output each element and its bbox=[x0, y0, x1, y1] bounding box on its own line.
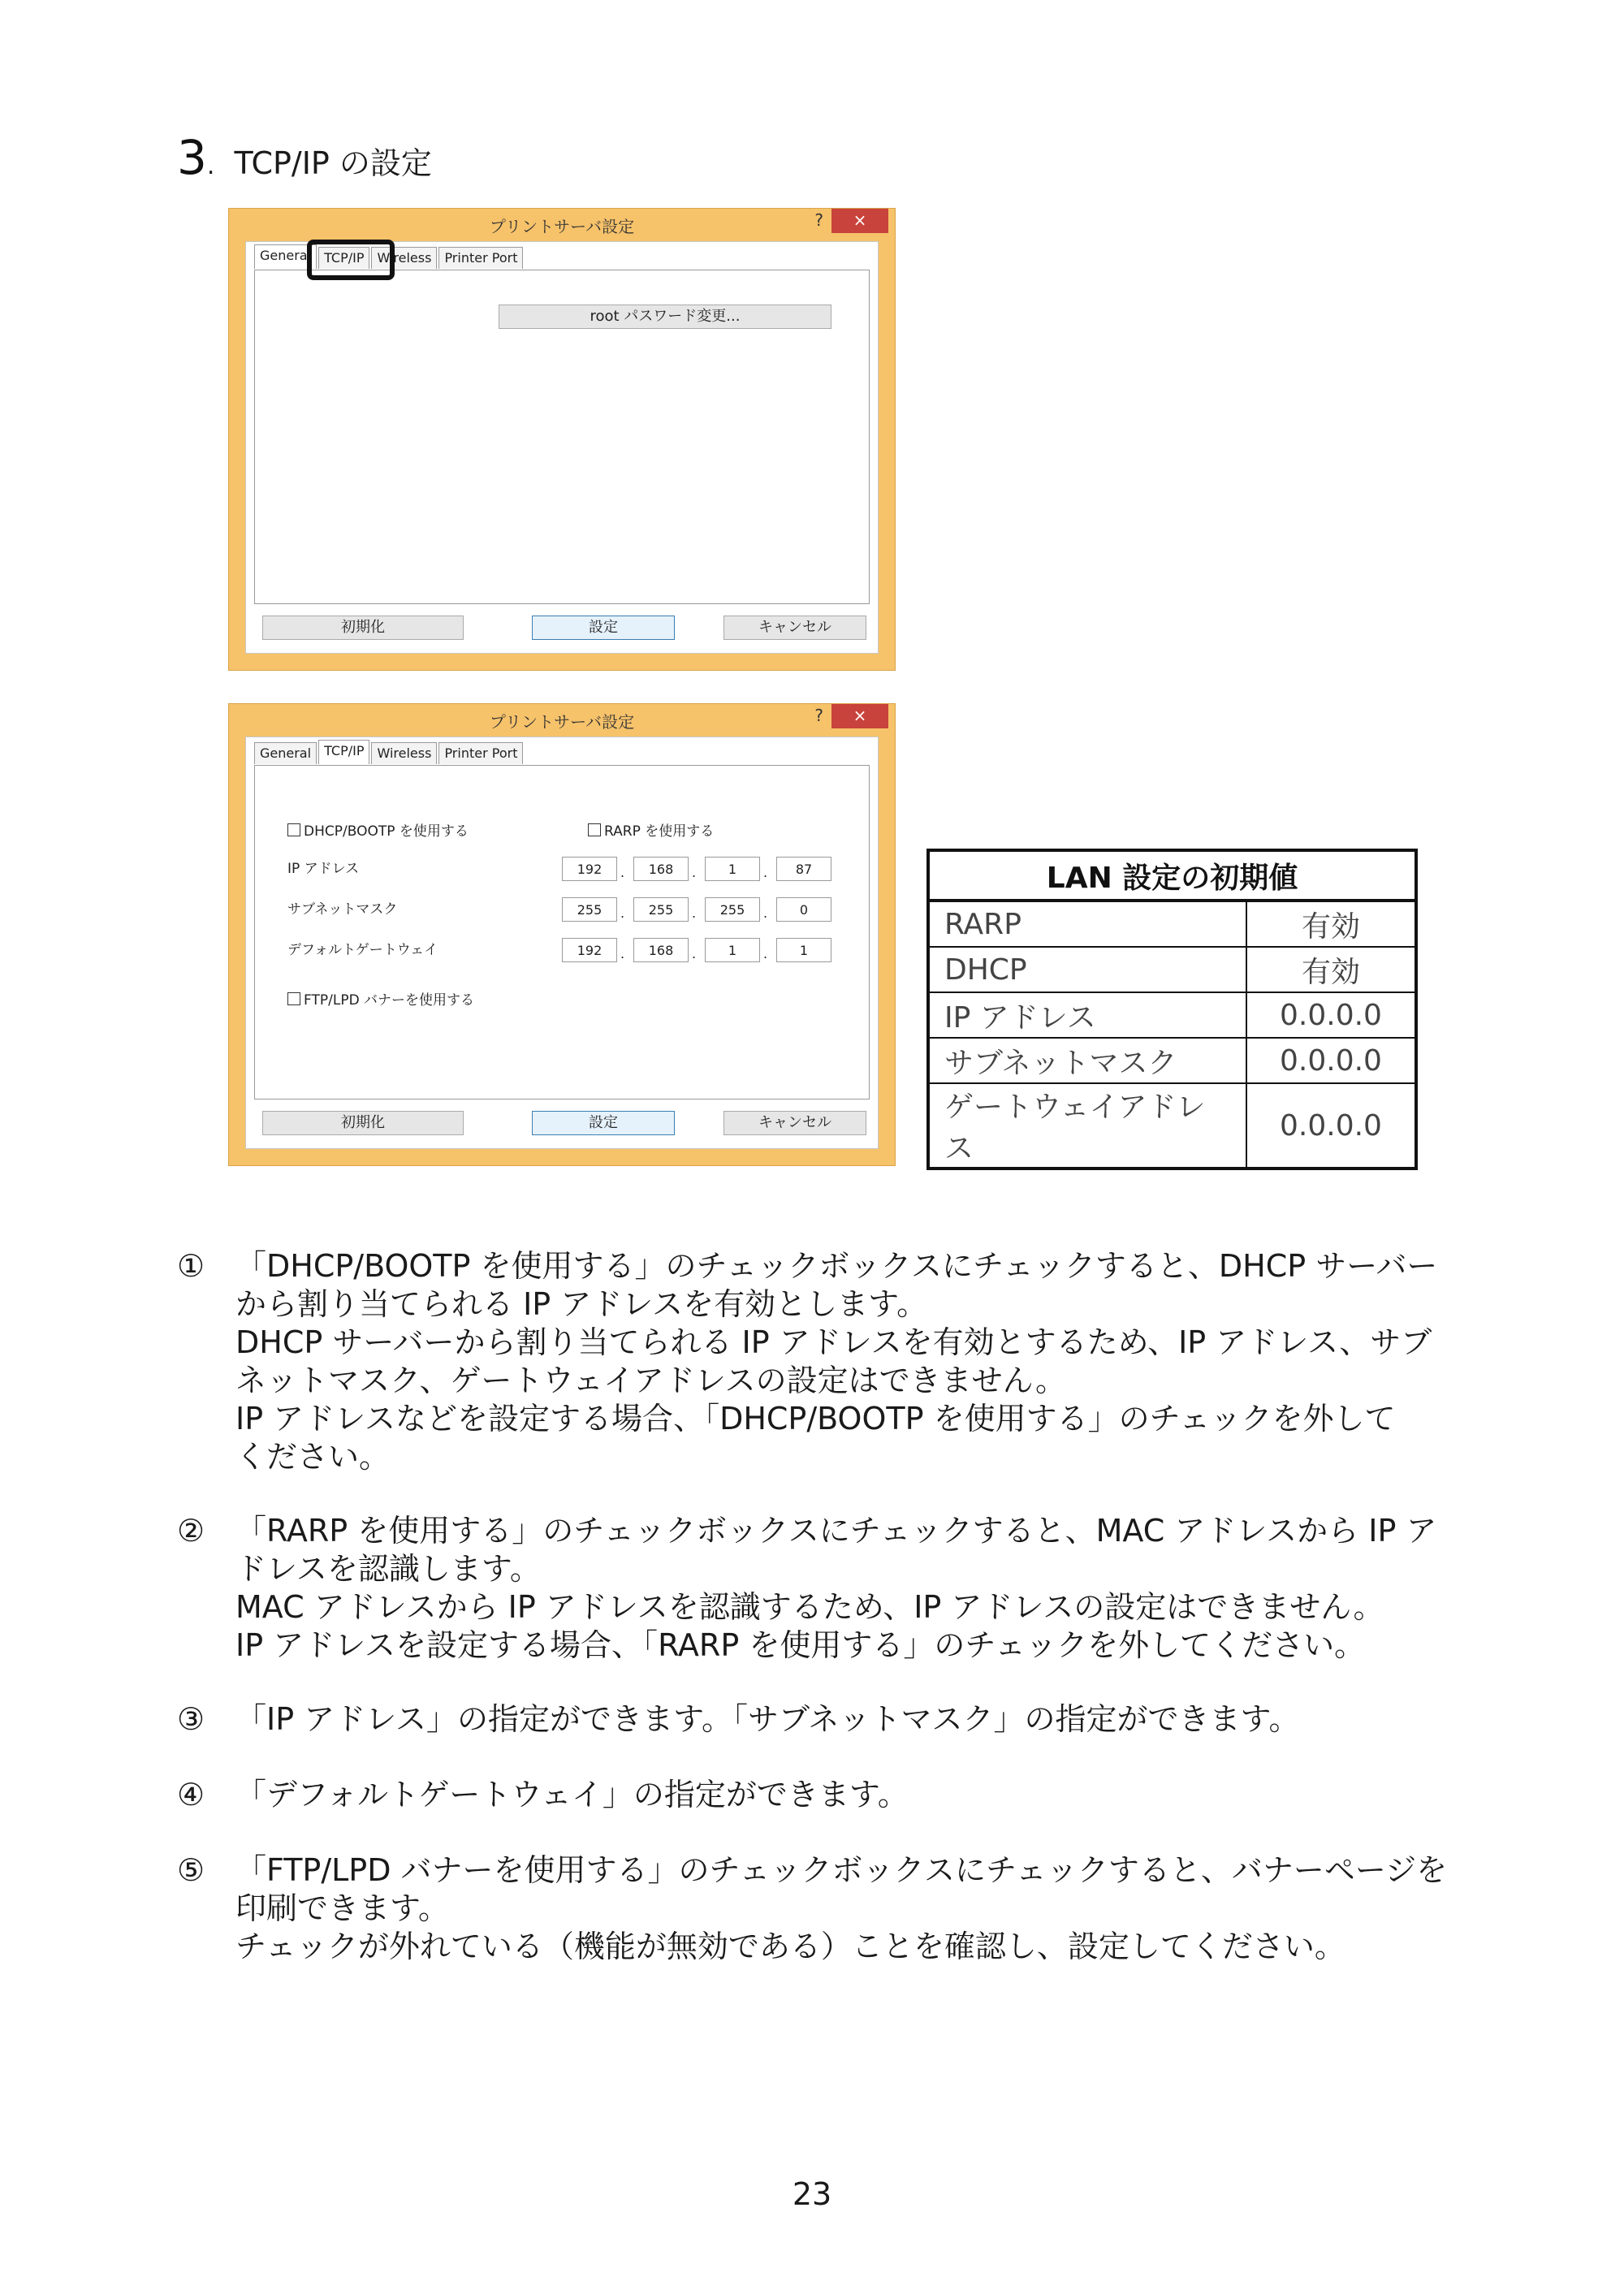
note-line: 「RARP を使用する」のチェックボックスにチェックすると、MAC アドレスから IP ア bbox=[235, 1513, 1437, 1549]
ip-dot: . bbox=[692, 946, 697, 961]
tab-wireless[interactable]: Wireless bbox=[371, 742, 437, 764]
note-marker: ② bbox=[177, 1513, 205, 1549]
table-row bbox=[928, 1038, 1416, 1083]
setting-name: IP アドレス bbox=[928, 992, 1246, 1038]
table-row bbox=[928, 901, 1416, 947]
ip-octet-1[interactable]: 192 bbox=[562, 857, 617, 881]
dialog-title: プリントサーバ設定 bbox=[489, 217, 635, 236]
ip-dot: . bbox=[763, 905, 768, 921]
note-marker: ③ bbox=[177, 1701, 205, 1737]
dhcp-checkbox[interactable] bbox=[287, 823, 300, 836]
note-line: 印刷できます。 bbox=[235, 1890, 449, 1926]
rarp-checkbox-row[interactable] bbox=[588, 819, 714, 840]
page-number: 23 bbox=[792, 2176, 832, 2212]
gateway-label: デフォルトゲートウェイ bbox=[287, 942, 438, 958]
tab-strip bbox=[254, 742, 525, 767]
cancel-button[interactable]: キャンセル bbox=[723, 616, 866, 640]
ip-dot: . bbox=[620, 865, 625, 880]
note-text bbox=[235, 1776, 1502, 1814]
tab-tcpip[interactable]: TCP/IP bbox=[318, 247, 369, 269]
note-line: IP アドレスなどを設定する場合、「DHCP/BOOTP を使用する」のチェックを外して bbox=[235, 1401, 1396, 1436]
tab-wireless[interactable]: Wireless bbox=[371, 247, 437, 269]
dialog-title: プリントサーバ設定 bbox=[489, 712, 635, 732]
ip-address-label: IP アドレス bbox=[287, 861, 360, 877]
subnet-octet-1[interactable]: 255 bbox=[562, 897, 617, 922]
tab-panel bbox=[254, 270, 870, 604]
apply-button[interactable]: 設定 bbox=[532, 1111, 675, 1135]
subnet-octet-3[interactable]: 255 bbox=[705, 897, 760, 922]
help-icon[interactable]: ? bbox=[814, 210, 823, 230]
close-button[interactable]: × bbox=[831, 209, 888, 233]
banner-checkbox-row[interactable] bbox=[287, 988, 474, 1009]
setting-value: 0.0.0.0 bbox=[1246, 1083, 1416, 1169]
note-line: MAC アドレスから IP アドレスを認識するため、IP アドレスの設定はできません。 bbox=[235, 1589, 1384, 1625]
table-row bbox=[928, 1083, 1416, 1169]
tab-panel bbox=[254, 765, 870, 1099]
dialog-body bbox=[245, 737, 879, 1149]
gateway-octet-2[interactable]: 168 bbox=[633, 938, 689, 962]
note-marker: ⑤ bbox=[177, 1852, 205, 1888]
ip-dot: . bbox=[692, 865, 697, 880]
note-text bbox=[235, 1247, 1502, 1476]
init-button[interactable]: 初期化 bbox=[262, 1111, 464, 1135]
ip-octet-4[interactable]: 87 bbox=[776, 857, 831, 881]
ip-dot: . bbox=[620, 946, 625, 961]
note-line: 「デフォルトゲートウェイ」の指定ができます。 bbox=[235, 1777, 909, 1812]
setting-value: 有効 bbox=[1246, 901, 1416, 947]
apply-button[interactable]: 設定 bbox=[532, 616, 675, 640]
note-text bbox=[235, 1512, 1502, 1665]
dialog-general-screenshot bbox=[228, 208, 896, 671]
setting-value: 0.0.0.0 bbox=[1246, 1038, 1416, 1083]
tab-printer-port[interactable]: Printer Port bbox=[438, 247, 523, 269]
banner-checkbox-label: FTP/LPD バナーを使用する bbox=[304, 992, 475, 1009]
subnet-mask-label: サブネットマスク bbox=[287, 901, 398, 918]
tab-general[interactable]: General bbox=[254, 742, 317, 764]
note-line: チェックが外れている（機能が無効である）ことを確認し、設定してください。 bbox=[235, 1929, 1345, 1964]
lan-defaults-table bbox=[926, 849, 1418, 1170]
setting-name: サブネットマスク bbox=[928, 1038, 1246, 1083]
tab-general[interactable]: General bbox=[254, 244, 317, 269]
help-icon[interactable]: ? bbox=[814, 706, 823, 725]
note-line: 「DHCP/BOOTP を使用する」のチェックボックスにチェックすると、DHCP サーバー bbox=[235, 1248, 1438, 1284]
cancel-button[interactable]: キャンセル bbox=[723, 1111, 866, 1135]
gateway-octet-3[interactable]: 1 bbox=[705, 938, 760, 962]
tcpip-tab-highlight bbox=[307, 240, 395, 280]
section-title: TCP/IP の設定 bbox=[234, 145, 432, 181]
section-heading bbox=[177, 130, 432, 187]
ip-octet-2[interactable]: 168 bbox=[633, 857, 689, 881]
gateway-octet-4[interactable]: 1 bbox=[776, 938, 831, 962]
note-marker: ① bbox=[177, 1248, 205, 1284]
setting-value: 有効 bbox=[1246, 947, 1416, 992]
ip-dot: . bbox=[763, 865, 768, 880]
dialog-body bbox=[245, 241, 879, 654]
note-line: から割り当てられる IP アドレスを有効とします。 bbox=[235, 1286, 928, 1322]
note-line: ドレスを認識します。 bbox=[235, 1551, 541, 1587]
note-line: ください。 bbox=[235, 1439, 391, 1475]
banner-checkbox[interactable] bbox=[287, 992, 300, 1005]
subnet-octet-2[interactable]: 255 bbox=[633, 897, 689, 922]
rarp-checkbox-label: RARP を使用する bbox=[604, 823, 715, 840]
note-line: ネットマスク、ゲートウェイアドレスの設定はできません。 bbox=[235, 1363, 1066, 1398]
section-number: 3 bbox=[177, 130, 207, 185]
note-line: IP アドレスを設定する場合、「RARP を使用する」のチェックを外してください。 bbox=[235, 1627, 1366, 1663]
setting-name: RARP bbox=[928, 901, 1246, 947]
ip-dot: . bbox=[620, 905, 625, 921]
dhcp-checkbox-label: DHCP/BOOTP を使用する bbox=[304, 823, 469, 840]
setting-value: 0.0.0.0 bbox=[1246, 992, 1416, 1038]
dhcp-checkbox-row[interactable] bbox=[287, 819, 469, 840]
root-password-button[interactable]: root パスワード変更... bbox=[499, 305, 831, 329]
ip-dot: . bbox=[692, 905, 697, 921]
setting-name: DHCP bbox=[928, 947, 1246, 992]
close-button[interactable]: × bbox=[831, 704, 888, 728]
note-line: DHCP サーバーから割り当てられる IP アドレスを有効とするため、IP アドレス、サブ bbox=[235, 1324, 1432, 1360]
note-marker: ④ bbox=[177, 1777, 205, 1812]
init-button[interactable]: 初期化 bbox=[262, 616, 464, 640]
note-line: 「FTP/LPD バナーを使用する」のチェックボックスにチェックすると、バナーページを bbox=[235, 1852, 1448, 1888]
gateway-octet-1[interactable]: 192 bbox=[562, 938, 617, 962]
dialog-tcpip-screenshot bbox=[228, 703, 896, 1166]
lan-table-title: LAN 設定の初期値 bbox=[928, 850, 1416, 901]
tab-tcpip[interactable]: TCP/IP bbox=[318, 740, 369, 764]
rarp-checkbox[interactable] bbox=[588, 823, 601, 836]
table-row bbox=[928, 947, 1416, 992]
section-number-dot: . bbox=[206, 152, 215, 180]
ip-dot: . bbox=[763, 946, 768, 961]
note-text bbox=[235, 1700, 1502, 1739]
note-line: 「IP アドレス」の指定ができます。「サブネットマスク」の指定ができます。 bbox=[235, 1701, 1300, 1737]
setting-name: ゲートウェイアドレス bbox=[928, 1083, 1246, 1169]
note-text bbox=[235, 1851, 1502, 1966]
ip-octet-3[interactable]: 1 bbox=[705, 857, 760, 881]
subnet-octet-4[interactable]: 0 bbox=[776, 897, 831, 922]
tab-printer-port[interactable]: Printer Port bbox=[438, 742, 523, 764]
table-row bbox=[928, 992, 1416, 1038]
